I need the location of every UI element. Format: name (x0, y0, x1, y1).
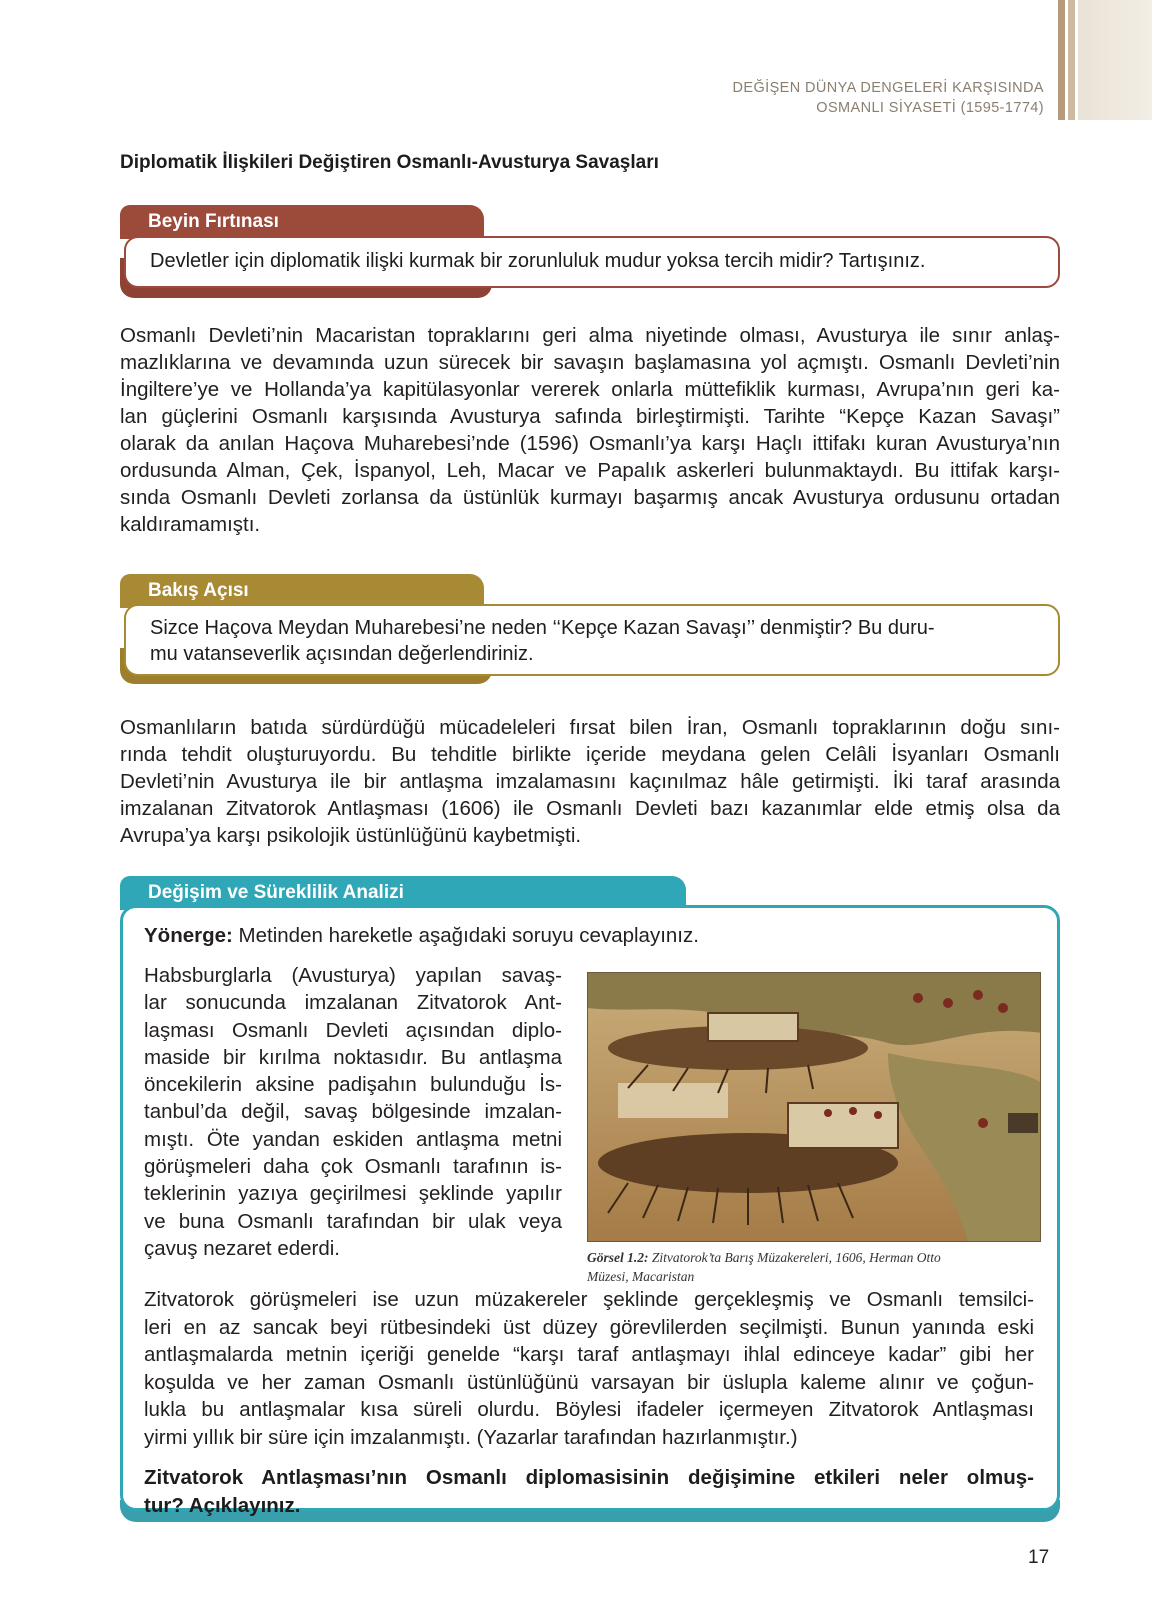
running-head (733, 78, 1044, 118)
paragraph-line: Avrupa’ya karşı psikolojik üstünlüğünü kaybetmişti. (120, 824, 582, 847)
caption-label: Görsel 1.2: (587, 1250, 649, 1265)
paragraph-line: imzalanan Zitvatorok Antlaşması (1606) ile Osmanlı Devleti bazı kazanımlar elde etmiş olsa da (120, 797, 1060, 820)
painting-illustration (588, 973, 1041, 1242)
brainstorm-title: Beyin Fırtınası (120, 205, 484, 239)
analysis-line: tanbul’da değil, savaş bölgesinde imzalan- (144, 1100, 562, 1124)
painting-image (587, 972, 1041, 1242)
paragraph-line: sında Osmanlı Devleti zorlansa da üstünlük kurmayı başarmış ancak Avusturya ordusunu ortadan (120, 486, 1060, 509)
analysis-line: çavuş nezaret ederdi. (144, 1236, 341, 1260)
paragraph-line: rında tehdit oluşturuyordu. Bu tehditle birlikte içeride meydana gelen Celâli İsyanları Osmanlı (120, 743, 1060, 766)
caption-text-2: Müzesi, Macaristan (587, 1269, 695, 1284)
paragraph-line: ordusunda Alman, Çek, İspanyol, Leh, Macar ve Papalık askerleri bulunmaktaydı. Bu ittifak karşı- (120, 459, 1060, 482)
analysis-line: lar sonucunda imzalanan Zitvatorok Ant- (144, 991, 562, 1015)
corner-decoration (1058, 0, 1065, 120)
analysis-full-line: Zitvatorok görüşmeleri ise uzun müzakereler şeklinde gerçekleşmiş ve Osmanlı temsilci- (144, 1288, 1034, 1311)
analysis-full-line: lukla bu antlaşmalar kısa süreli olurdu. Böylesi ifadeler içermeyen Zitvatorok Antlaşması (144, 1398, 1034, 1421)
perspective-line: Sizce Haçova Meydan Muharebesi’ne neden ‘‘Kepçe Kazan Savaşı’’ denmiştir? Bu duru- (150, 617, 935, 639)
analysis-title: Değişim ve Süreklilik Analizi (120, 876, 686, 910)
perspective-title: Bakış Açısı (120, 574, 484, 608)
paragraph-line: Osmanlıların batıda sürdürdüğü mücadeleleri fırsat bilen İran, Osmanlı topraklarının doğu sını- (120, 716, 1060, 739)
analysis-line: öncekilerin aksine padişahın bulunduğu İs- (144, 1073, 562, 1097)
analysis-line: laşması Osmanlı Devleti açısından diplo- (144, 1018, 562, 1042)
corner-decoration (1068, 0, 1075, 120)
paragraph-line: lan güçlerini Osmanlı karşısında Avusturya safında birleştirmişti. Tarihte “Kepçe Kazan Savaşı” (120, 405, 1060, 428)
paragraph-line: Osmanlı Devleti’nin Macaristan topraklarını geri alma niyetinde olması, Avusturya ile sınır anlaş- (120, 324, 1060, 347)
analysis-full-text (144, 1286, 1034, 1451)
figure-caption (587, 1248, 1047, 1286)
analysis-full-line: yirmi yıllık bir süre için imzalanmıştı. (Yazarlar tarafından hazırlanmıştır.) (144, 1425, 798, 1449)
corner-decoration (1078, 0, 1152, 120)
analysis-line: mıştı. Öte yandan eskiden antlaşma metni (144, 1127, 562, 1151)
running-head-line: OSMANLI SİYASETİ (1595-1774) (816, 100, 1044, 116)
paragraph-2 (120, 714, 1060, 849)
analysis-left-text (144, 962, 562, 1262)
paragraph-line: Devleti’nin Avusturya ile bir antlaşma imzalamasını kaçınılmaz hâle getirmişti. İki taraf arasında (120, 770, 1060, 793)
analysis-line: ve buna Osmanlı tarafından bir ulak veya (144, 1209, 562, 1233)
paragraph-line: mazlıklarına ve devamında uzun sürecek bir savaşın başlamasına yol açmıştı. Osmanlı Devleti’nin (120, 351, 1060, 374)
analysis-question (144, 1464, 1034, 1519)
running-head-line: DEĞİŞEN DÜNYA DENGELERİ KARŞISINDA (732, 80, 1044, 96)
analysis-line: teklerinin yazıya geçirilmesi şeklinde yapılır (144, 1182, 562, 1206)
analysis-question-line: Zitvatorok Antlaşması’nın Osmanlı diplomasisinin değişimine etkileri neler olmuş- (144, 1466, 1034, 1489)
analysis-line: görüşmeleri daha çok Osmanlı tarafının is- (144, 1155, 562, 1179)
section-title: Diplomatik İlişkileri Değiştiren Osmanlı-Avusturya Savaşları (120, 152, 659, 173)
instruction (144, 922, 699, 949)
analysis-full-line: antlaşmalarda metnin içeriği genelde “karşı taraf antlaşmayı ihlal edinceye kadar” gibi her (144, 1343, 1034, 1366)
perspective-line: mu vatanseverlik açısından değerlendiriniz. (150, 643, 534, 665)
perspective-box (124, 604, 1060, 676)
paragraph-line: kaldıramamıştı. (120, 513, 261, 536)
analysis-line: Habsburglarla (Avusturya) yapılan savaş- (144, 964, 562, 987)
analysis-full-line: leri en az sancak beyi rütbesindeki üst düzey görevlilerden seçilmişti. Bunun yanında eski (144, 1315, 1034, 1339)
analysis-question-line: tur? Açıklayınız. (144, 1493, 301, 1517)
brainstorm-text: Devletler için diplomatik ilişki kurmak bir zorunluluk mudur yoksa tercih midir? Tartışınız. (150, 250, 926, 272)
instruction-text: Metinden hareketle aşağıdaki soruyu cevaplayınız. (232, 924, 699, 947)
analysis-line: maside bir kırılma noktasıdır. Bu antlaşma (144, 1045, 562, 1069)
paragraph-line: İngiltere’ye ve Hollanda’ya kapitülasyonlar vererek onlarla müttefiklik kurması, Avrupa’nın geri ka- (120, 378, 1060, 401)
page-number: 17 (1028, 1547, 1050, 1568)
brainstorm-box (124, 236, 1060, 288)
analysis-full-line: koşulda ve her zaman Osmanlı üstünlüğünü varsayan bir üslupla kaleme alınır ve çoğun- (144, 1370, 1034, 1394)
paragraph-line: olarak da anılan Haçova Muharebesi’nde (1596) Osmanlı’ya karşı Haçlı ittifakı kuran Avusturya’nın (120, 432, 1060, 455)
paragraph-1 (120, 322, 1060, 538)
instruction-label: Yönerge: (144, 924, 233, 947)
caption-text: Zitvatorok’ta Barış Müzakereleri, 1606, Herman Otto (648, 1250, 941, 1265)
